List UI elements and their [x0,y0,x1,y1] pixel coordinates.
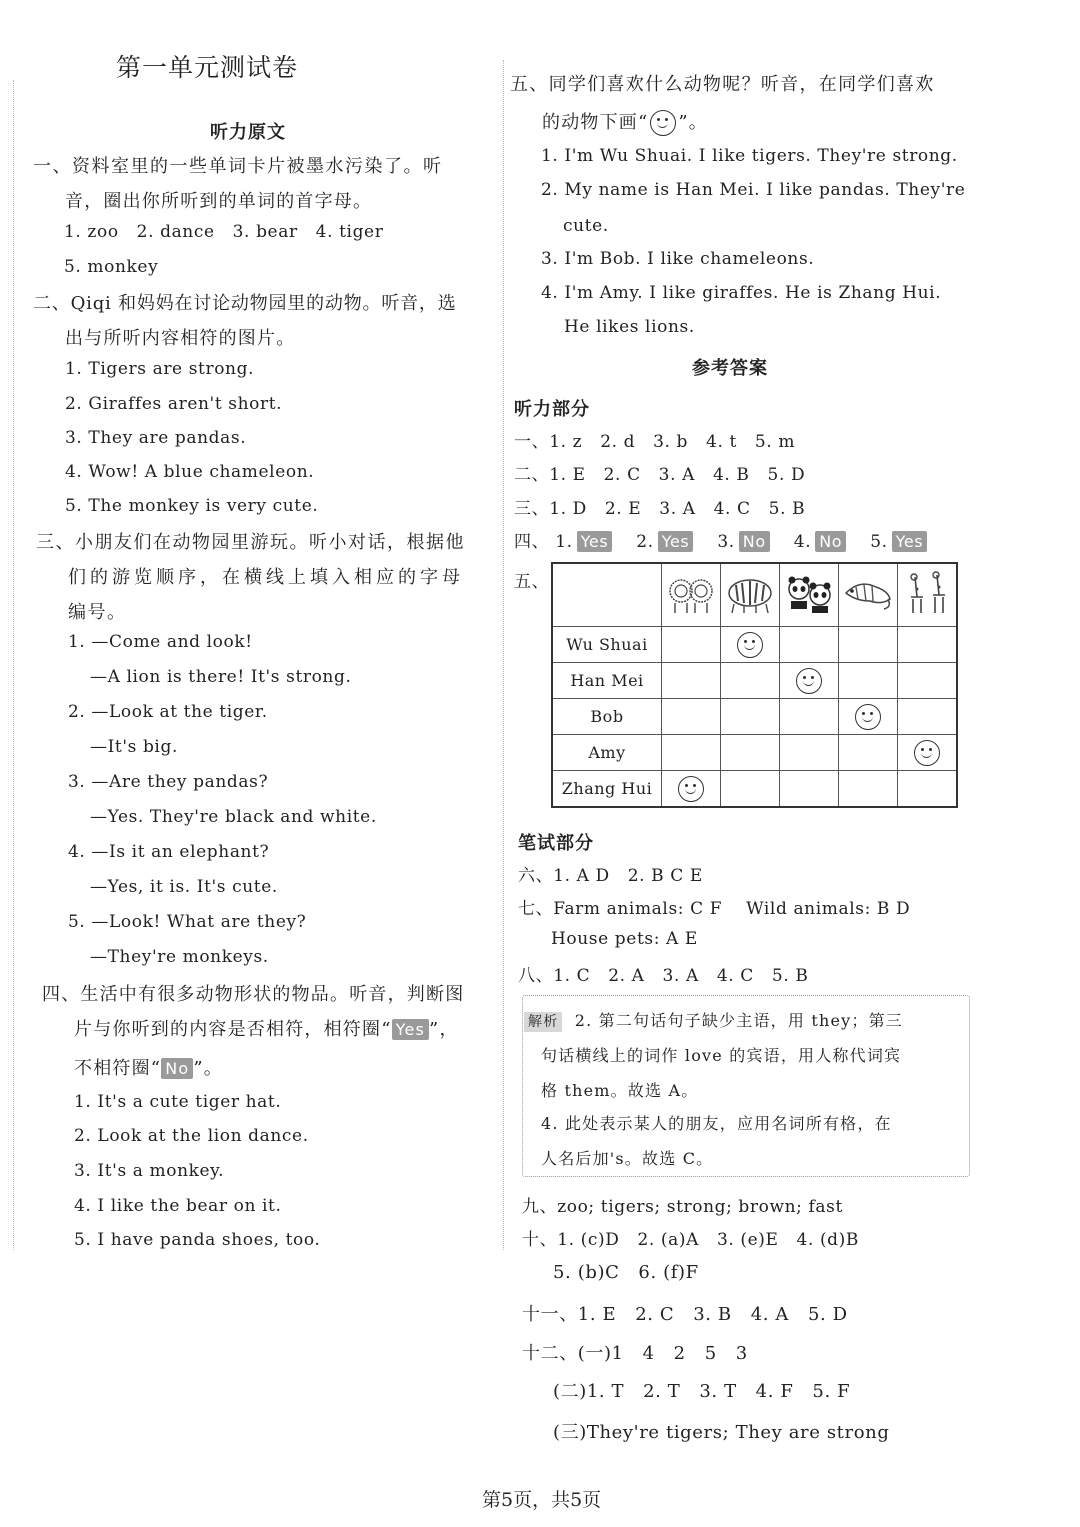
s3-item-2: 2. —Look at the tiger. [68,702,268,722]
s2-line1: 二、Qiqi 和妈妈在讨论动物园里的动物。听音，选 [33,293,457,314]
s5-line2 [542,108,708,136]
cell [839,771,898,808]
s5-item-4b: He likes lions. [564,317,695,337]
row-name-3: Bob [552,699,662,735]
s4-item-2: 2. Look at the lion dance. [74,1126,309,1146]
tiger-icon [724,571,776,615]
s5-line1: 五、同学们喜欢什么动物呢？听音，在同学们喜欢 [510,74,935,95]
answer-2: 二、1. E 2. C 3. A 4. B 5. D [514,465,806,485]
explanation-line5: 人名后加's。故选 C。 [541,1149,714,1168]
no-pill: No [161,1058,193,1079]
s5-item-1: 1. I'm Wu Shuai. I like tigers. They're strong. [541,146,958,166]
answer-6: 六、1. A D 2. B C E [518,866,703,886]
a4-val-3: No [739,531,770,552]
answer-12-line3: (三)They're tigers; They are strong [553,1422,890,1443]
explanation-line3: 格 them。故选 A。 [541,1081,699,1100]
cell [898,663,958,699]
row-name-1: Wu Shuai [552,627,662,663]
table-row [552,735,957,771]
a4-num-1: 1. [555,532,573,552]
explanation-tag: 解析 [524,1012,562,1032]
smiley-icon [650,110,676,136]
s3-item-1: 1. —Come and look! [68,632,253,652]
panda-icon [783,571,835,615]
giraffe-icon [901,571,953,615]
table-row [552,699,957,735]
listening-label: 听力部分 [514,399,590,420]
giraffe-cell [898,563,958,627]
cell [721,663,780,699]
s3-item-5: 5. —Look! What are they? [68,912,307,932]
explanation-line1 [524,1008,903,1032]
s2-item-4: 4. Wow! A blue chameleon. [65,462,315,482]
answer-4-prefix: 四、 [514,532,550,552]
column-divider [503,60,504,1250]
s4-line3b: ”。 [193,1058,223,1079]
answer-table [551,562,958,808]
s3-item-3b: —Yes. They're black and white. [90,807,377,827]
cell [780,663,839,699]
s3-item-3: 3. —Are they pandas? [68,772,269,792]
answer-4 [514,527,927,552]
answer-10-line1: 十、1. (c)D 2. (a)A 3. (e)E 4. (d)B [522,1230,859,1250]
s4-line2b: ”， [429,1019,459,1040]
cell [780,699,839,735]
answer-7-line2: House pets: A E [551,929,698,949]
s4-item-3: 3. It's a monkey. [74,1161,225,1181]
left-margin-line [13,80,14,1250]
s4-item-1: 1. It's a cute tiger hat. [74,1092,282,1112]
cell [839,735,898,771]
smiley-icon [796,668,822,694]
answer-9: 九、zoo; tigers; strong; brown; fast [522,1197,843,1217]
s3-line3: 编号。 [68,602,127,623]
answer-12-line1: 十二、(一)1 4 2 5 3 [522,1343,748,1364]
smiley-icon [914,740,940,766]
cell [662,735,721,771]
a4-num-2: 2. [636,532,654,552]
cell [662,627,721,663]
s1-items1: 1. zoo 2. dance 3. bear 4. tiger [64,222,384,242]
lion-icon [665,571,717,615]
s4-line3 [74,1054,223,1080]
answer-1: 一、1. z 2. d 3. b 4. t 5. m [514,432,796,452]
row-name-2: Han Mei [552,663,662,699]
s3-item-1b: —A lion is there! It's strong. [90,667,352,687]
s5-item-2: 2. My name is Han Mei. I like pandas. They're [541,180,966,200]
a4-val-4: No [815,531,846,552]
answer-3: 三、1. D 2. E 3. A 4. C 5. B [514,499,806,519]
s5-item-2b: cute. [563,216,609,236]
lion-cell [662,563,721,627]
row-name-4: Amy [552,735,662,771]
s5-line2a: 的动物下画“ [542,112,649,133]
cell [721,771,780,808]
row-name-5: Zhang Hui [552,771,662,808]
s2-item-2: 2. Giraffes aren't short. [65,394,283,414]
s3-line2: 们的游览顺序，在横线上填入相应的字母 [68,567,464,588]
a4-val-1: Yes [577,531,613,552]
s4-item-4: 4. I like the bear on it. [74,1196,282,1216]
explanation-line2: 句话横线上的词作 love 的宾语，用人称代词宾 [541,1046,902,1065]
answers-heading: 参考答案 [692,358,768,379]
a4-num-4: 4. [793,532,812,552]
s3-item-5b: —They're monkeys. [90,947,269,967]
cell [721,699,780,735]
cell [898,627,958,663]
s5-item-3: 3. I'm Bob. I like chameleons. [541,249,815,269]
s4-line2 [74,1015,459,1041]
explanation-line4: 4. 此处表示某人的朋友，应用名词所有格，在 [541,1114,892,1133]
cell [780,735,839,771]
s2-item-3: 3. They are pandas. [65,428,247,448]
cell [898,699,958,735]
explanation-text-1: 2. 第二句话句子缺少主语，用 they；第三 [574,1011,903,1030]
table-corner [552,563,662,627]
table-row [552,627,957,663]
s2-item-5: 5. The monkey is very cute. [65,496,319,516]
a4-val-5: Yes [892,531,928,552]
cell [839,663,898,699]
cell [662,771,721,808]
s1-line1: 一、资料室里的一些单词卡片被墨水污染了。听 [33,156,443,177]
s2-line2: 出与所听内容相符的图片。 [65,328,296,349]
cell [839,627,898,663]
s3-item-2b: —It's big. [90,737,178,757]
chameleon-icon [842,571,894,615]
written-label: 笔试部分 [518,833,594,854]
s1-line2: 音，圈出你所听到的单词的首字母。 [65,191,373,212]
answer-12-line2: (二)1. T 2. T 3. T 4. F 5. F [553,1381,851,1402]
cell [721,735,780,771]
s2-item-1: 1. Tigers are strong. [65,359,255,379]
a4-val-2: Yes [658,531,694,552]
s4-line2a: 片与你听到的内容是否相符，相符圈“ [74,1019,392,1040]
tiger-cell [721,563,780,627]
cell [662,663,721,699]
s4-item-5: 5. I have panda shoes, too. [74,1230,321,1250]
cell [780,627,839,663]
smiley-icon [737,632,763,658]
s3-item-4: 4. —Is it an elephant? [68,842,270,862]
page-footer: 第5页，共5页 [482,1489,602,1511]
a4-num-5: 5. [870,532,888,552]
cell [721,627,780,663]
s4-line1: 四、生活中有很多动物形状的物品。听音，判断图 [42,984,465,1005]
cell [898,771,958,808]
s5-item-4: 4. I'm Amy. I like giraffes. He is Zhang Hui. [541,283,942,303]
chameleon-cell [839,563,898,627]
answer-7-line1: 七、Farm animals: C F Wild animals: B D [518,899,911,919]
table-header-row [552,563,957,627]
yes-pill: Yes [392,1019,429,1040]
table-row [552,771,957,808]
answer-5-label: 五、 [514,572,550,592]
cell [780,771,839,808]
s1-items2: 5. monkey [64,257,159,277]
cell [839,699,898,735]
s3-line1: 三、小朋友们在动物园里游玩。听小对话，根据他 [36,532,465,553]
smiley-icon [678,776,704,802]
a4-num-3: 3. [717,532,735,552]
table-row [552,663,957,699]
smiley-icon [855,704,881,730]
s5-line2b: ”。 [678,112,709,133]
left-heading: 听力原文 [210,122,286,143]
cell [898,735,958,771]
s4-line3a: 不相符圈“ [74,1058,162,1079]
panda-cell [780,563,839,627]
answer-10-line2: 5. (b)C 6. (f)F [553,1262,699,1283]
page-title: 第一单元测试卷 [116,53,299,82]
answer-8: 八、1. C 2. A 3. A 4. C 5. B [518,966,809,986]
answer-11: 十一、1. E 2. C 3. B 4. A 5. D [522,1304,848,1325]
s3-item-4b: —Yes, it is. It's cute. [90,877,278,897]
cell [662,699,721,735]
